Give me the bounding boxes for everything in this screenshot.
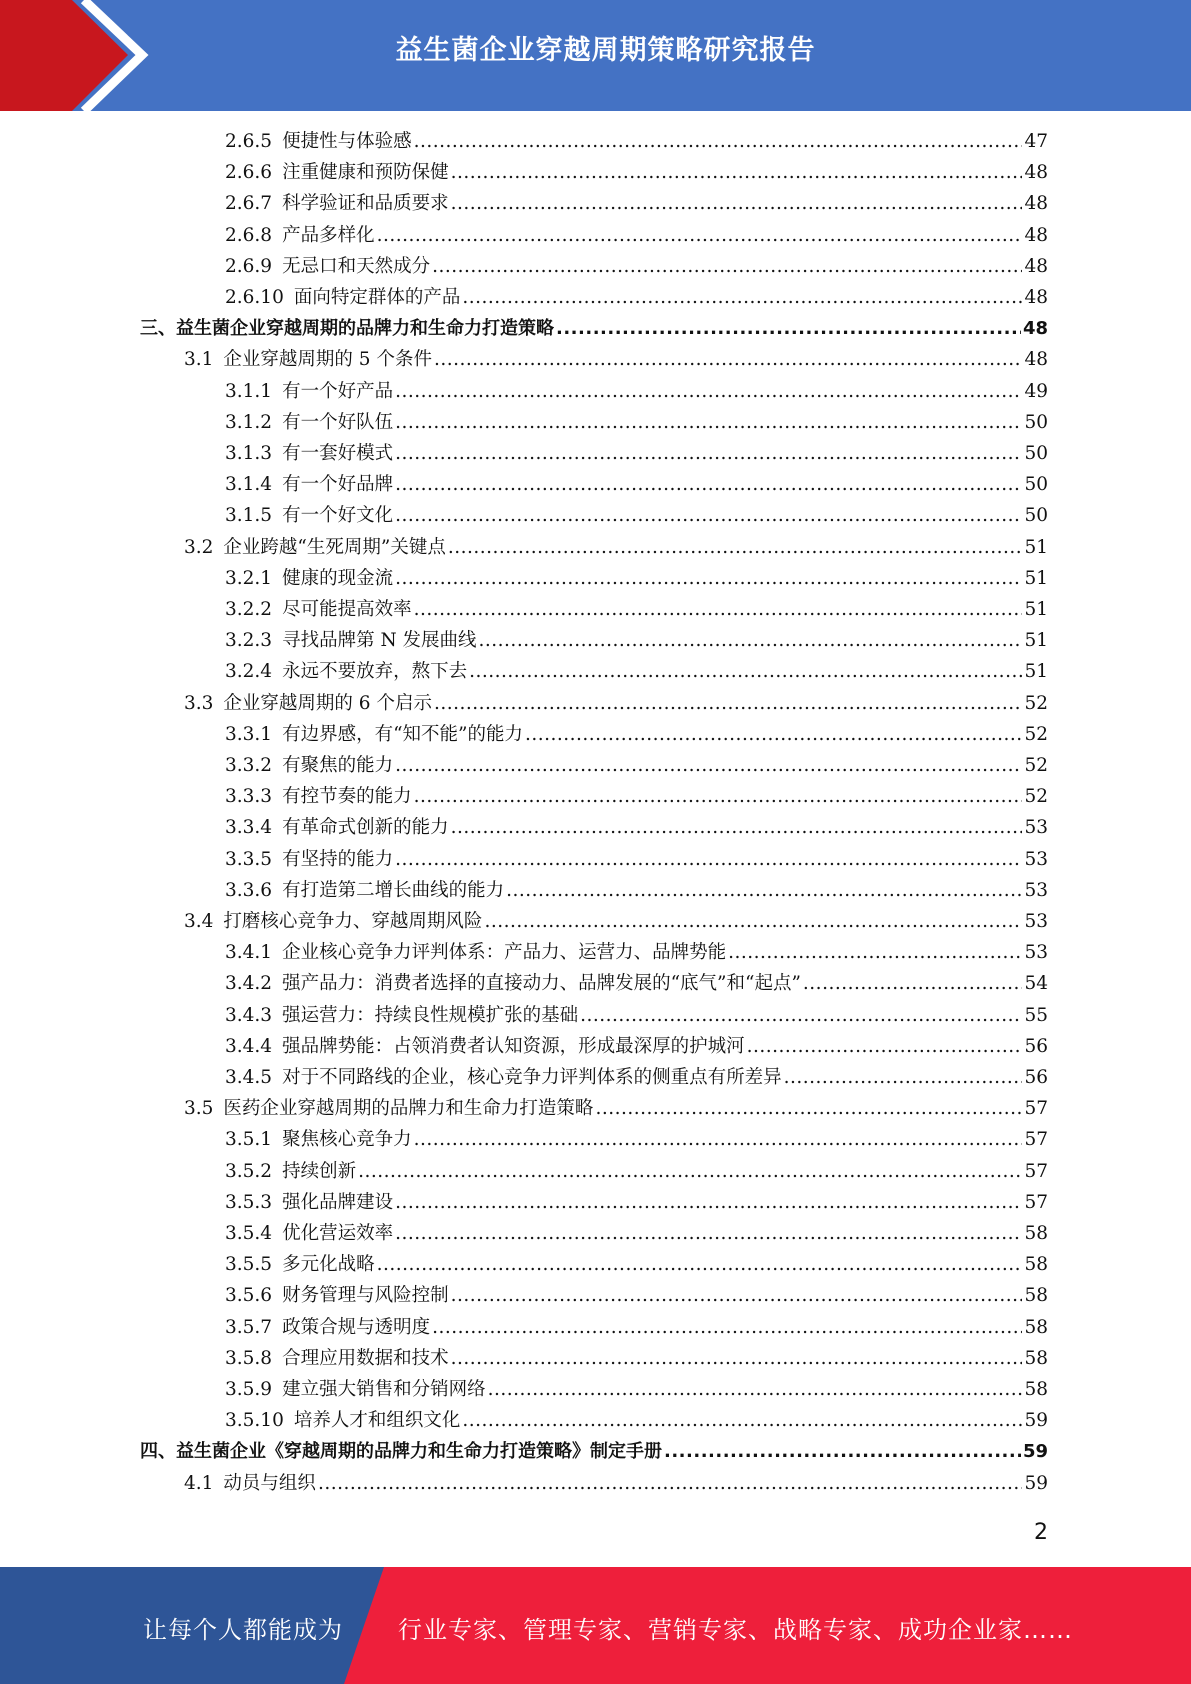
toc-entry-number: 3.1.2 <box>225 411 273 433</box>
toc-entry-page: 53 <box>1024 879 1048 901</box>
toc-entry[interactable] <box>225 1000 1048 1031</box>
toc-entry[interactable] <box>225 1343 1048 1374</box>
toc-entry[interactable] <box>140 313 1048 344</box>
toc-entry-number: 3.5.9 <box>225 1379 273 1400</box>
toc-entry[interactable] <box>225 875 1048 906</box>
toc-entry-title: 对于不同路线的企业，核心竞争力评判体系的侧重点有所差异 <box>282 1067 782 1088</box>
toc-entry-page: 58 <box>1024 1379 1048 1400</box>
toc-entry-title: 财务管理与风险控制 <box>282 1285 449 1307</box>
toc-entry[interactable] <box>225 719 1048 750</box>
toc-entry-page: 49 <box>1024 380 1048 402</box>
toc-dot-leader <box>318 1468 1023 1499</box>
page-number: 2 <box>1034 1520 1048 1545</box>
toc-entry-title: 注重健康和预防保健 <box>282 162 449 184</box>
toc-dot-leader <box>414 781 1023 812</box>
toc-entry-title: 政策合规与透明度 <box>282 1316 431 1338</box>
toc-entry[interactable] <box>225 625 1048 656</box>
toc-entry-page: 58 <box>1024 1285 1048 1307</box>
toc-dot-leader <box>432 251 1022 282</box>
toc-entry[interactable] <box>225 1249 1048 1280</box>
toc-dot-leader <box>728 937 1022 968</box>
toc-entry[interactable] <box>225 1187 1048 1218</box>
toc-dot-leader <box>414 594 1023 625</box>
toc-entry-title: 有控节奏的能力 <box>282 786 412 808</box>
toc-entry[interactable] <box>225 157 1048 188</box>
toc-entry-number: 3.2.4 <box>225 661 273 683</box>
toc-entry[interactable] <box>225 188 1048 219</box>
toc-entry-title: 有聚焦的能力 <box>282 755 394 776</box>
toc-entry-number: 3.4.2 <box>225 973 273 995</box>
toc-dot-leader <box>595 1093 1022 1124</box>
toc-entry-number: 3.2.3 <box>225 630 273 652</box>
toc-entry-title: 有革命式创新的能力 <box>282 817 449 839</box>
toc-entry[interactable] <box>225 750 1048 781</box>
toc-entry[interactable] <box>225 251 1048 282</box>
toc-entry-number: 3.5.8 <box>225 1347 273 1369</box>
toc-dot-leader <box>451 1280 1023 1311</box>
toc-entry-number: 3.3 <box>184 692 214 714</box>
toc-entry-page: 52 <box>1024 723 1048 745</box>
toc-entry-page: 56 <box>1024 1067 1048 1088</box>
toc-dot-leader <box>395 469 1022 500</box>
toc-entry[interactable] <box>225 1374 1048 1405</box>
toc-entry-number: 3.5.1 <box>225 1129 273 1151</box>
toc-entry[interactable] <box>225 1280 1048 1311</box>
toc-entry-title: 无忌口和天然成分 <box>282 255 431 277</box>
toc-entry-title: 有一个好队伍 <box>282 411 394 433</box>
toc-entry-title: 益生菌企业穿越周期的品牌力和生命力打造策略 <box>176 318 554 340</box>
toc-entry[interactable] <box>225 438 1048 469</box>
toc-entry-number: 3.3.6 <box>225 879 273 901</box>
toc-entry-page: 54 <box>1024 973 1048 995</box>
page-footer <box>0 1567 1191 1684</box>
toc-entry-page: 48 <box>1024 255 1048 277</box>
toc-entry-page: 57 <box>1024 1129 1048 1151</box>
toc-entry-title: 有一个好文化 <box>282 505 394 527</box>
toc-entry[interactable] <box>225 812 1048 843</box>
toc-entry[interactable] <box>225 376 1048 407</box>
toc-entry-page: 47 <box>1024 131 1048 152</box>
toc-entry-number: 3.5.2 <box>225 1160 273 1182</box>
toc-entry-title: 强品牌势能：占领消费者认知资源，形成最深厚的护城河 <box>282 1035 745 1057</box>
toc-entry-number: 3.4.5 <box>225 1067 273 1088</box>
toc-entry-title: 益生菌企业《穿越周期的品牌力和生命力打造策略》制定手册 <box>176 1441 662 1463</box>
toc-entry-number: 3.3.1 <box>225 723 273 745</box>
toc-dot-leader <box>395 438 1022 469</box>
toc-dot-leader <box>803 968 1023 999</box>
toc-entry-title: 科学验证和品质要求 <box>282 193 449 215</box>
toc-entry-page: 53 <box>1024 848 1048 870</box>
toc-entry-number: 4.1 <box>184 1472 214 1494</box>
toc-entry-page: 53 <box>1024 942 1048 964</box>
toc-dot-leader <box>462 282 1022 313</box>
toc-entry-page: 58 <box>1024 1254 1048 1276</box>
toc-entry[interactable] <box>225 1156 1048 1187</box>
toc-entry[interactable] <box>225 220 1048 251</box>
toc-entry[interactable] <box>225 563 1048 594</box>
toc-entry-title: 培养人才和组织文化 <box>293 1410 461 1432</box>
toc-entry[interactable] <box>225 126 1048 157</box>
toc-entry-page: 55 <box>1024 1004 1048 1026</box>
toc-entry-title: 合理应用数据和技术 <box>282 1347 449 1369</box>
toc-entry-title: 优化营运效率 <box>282 1223 394 1244</box>
toc-entry[interactable] <box>225 656 1048 687</box>
toc-entry[interactable] <box>225 1312 1048 1343</box>
toc-dot-leader <box>488 1374 1023 1405</box>
toc-entry-title: 强产品力：消费者选择的直接动力、品牌发展的“底气”和“起点” <box>282 973 801 995</box>
toc-dot-leader <box>784 1062 1023 1093</box>
toc-dot-leader <box>434 688 1022 719</box>
toc-entry-title: 打磨核心竞争力、穿越周期风险 <box>223 911 483 932</box>
toc-entry-title: 有一套好模式 <box>282 443 394 464</box>
toc-entry-number: 3.4.3 <box>225 1004 273 1026</box>
toc-entry-title: 建立强大销售和分销网络 <box>282 1379 486 1400</box>
toc-entry-number: 3.5.6 <box>225 1285 273 1307</box>
toc-dot-leader <box>556 313 1021 344</box>
toc-dot-leader <box>395 407 1022 438</box>
toc-entry-title: 有坚持的能力 <box>282 848 394 870</box>
toc-entry-title: 永远不要放弃，熬下去 <box>282 661 468 683</box>
toc-entry-title: 持续创新 <box>282 1160 357 1182</box>
toc-entry-number: 2.6.8 <box>225 224 273 246</box>
toc-entry[interactable] <box>225 1405 1048 1436</box>
toc-dot-leader <box>377 1249 1023 1280</box>
toc-entry-number: 3.5.3 <box>225 1191 273 1213</box>
toc-entry-page: 52 <box>1024 692 1048 714</box>
toc-entry-title: 尽可能提高效率 <box>282 599 412 620</box>
toc-entry-title: 有打造第二增长曲线的能力 <box>282 879 505 901</box>
toc-dot-leader <box>395 1218 1022 1249</box>
toc-entry-title: 有边界感，有“知不能”的能力 <box>282 723 523 745</box>
toc-entry[interactable] <box>225 968 1048 999</box>
toc-entry-number: 3.3.3 <box>225 786 273 808</box>
toc-entry-number: 3.1.3 <box>225 443 273 464</box>
toc-entry-page: 57 <box>1024 1098 1048 1120</box>
toc-entry-page: 50 <box>1024 443 1048 464</box>
toc-entry-page: 57 <box>1024 1160 1048 1182</box>
toc-entry-page: 51 <box>1024 630 1048 652</box>
toc-dot-leader <box>484 906 1022 937</box>
toc-entry-number: 3.2 <box>184 536 214 558</box>
toc-entry-title: 企业穿越周期的 5 个条件 <box>223 349 432 371</box>
toc-entry-number: 3.3.2 <box>225 755 273 776</box>
toc-entry[interactable] <box>184 1468 1048 1499</box>
footer-slogan-left: 让每个人都能成为 <box>143 1616 343 1644</box>
toc-entry-page: 58 <box>1024 1223 1048 1244</box>
toc-entry-number: 3.4.4 <box>225 1035 273 1057</box>
toc-entry[interactable] <box>225 1031 1048 1062</box>
toc-dot-leader <box>395 563 1022 594</box>
toc-dot-leader <box>462 1405 1022 1436</box>
toc-entry-page: 50 <box>1024 474 1048 496</box>
toc-entry-number: 3.3.5 <box>225 848 273 870</box>
toc-entry-title: 动员与组织 <box>223 1472 316 1494</box>
toc-entry-number: 2.6.6 <box>225 162 273 184</box>
toc-entry-page: 59 <box>1022 1441 1048 1463</box>
toc-entry-page: 51 <box>1024 567 1048 589</box>
toc-dot-leader <box>432 1312 1022 1343</box>
toc-entry-title: 企业核心竞争力评判体系：产品力、运营力、品牌势能 <box>282 942 727 964</box>
report-title: 益生菌企业穿越周期策略研究报告 <box>395 35 816 66</box>
toc-dot-leader <box>414 126 1023 157</box>
toc-entry-page: 53 <box>1024 817 1048 839</box>
toc-entry-title: 有一个好品牌 <box>282 474 394 496</box>
toc-entry-number: 四、 <box>140 1441 176 1463</box>
toc-entry[interactable] <box>225 469 1048 500</box>
toc-entry[interactable] <box>225 1062 1048 1093</box>
toc-entry[interactable] <box>225 500 1048 531</box>
toc-entry-number: 3.5 <box>184 1098 214 1120</box>
toc-entry[interactable] <box>225 1218 1048 1249</box>
toc-entry-title: 面向特定群体的产品 <box>293 287 461 308</box>
toc-dot-leader <box>395 1187 1022 1218</box>
toc-dot-leader <box>506 875 1022 906</box>
toc-dot-leader <box>747 1031 1023 1062</box>
toc-entry[interactable] <box>225 282 1048 313</box>
toc-entry[interactable] <box>184 906 1048 937</box>
toc-dot-leader <box>448 532 1023 563</box>
footer-slogan-right: 行业专家、管理专家、营销专家、战略专家、成功企业家…… <box>398 1616 1073 1644</box>
toc-entry-number: 3.1.1 <box>225 380 273 402</box>
toc-entry-title: 企业跨越“生死周期”关键点 <box>223 536 446 558</box>
toc-entry-number: 3.3.4 <box>225 817 273 839</box>
toc-entry-page: 48 <box>1024 162 1048 184</box>
toc-entry-page: 58 <box>1024 1316 1048 1338</box>
toc-entry-page: 52 <box>1024 755 1048 776</box>
toc-entry-number: 3.4 <box>184 911 214 932</box>
toc-entry[interactable] <box>225 937 1048 968</box>
toc-dot-leader <box>414 1124 1023 1155</box>
toc-entry-page: 53 <box>1024 911 1048 932</box>
toc-entry-title: 企业穿越周期的 6 个启示 <box>223 692 432 714</box>
toc-dot-leader <box>525 719 1022 750</box>
toc-entry-page: 57 <box>1024 1191 1048 1213</box>
toc-entry-page: 50 <box>1024 411 1048 433</box>
toc-entry[interactable] <box>225 844 1048 875</box>
toc-dot-leader <box>664 1436 1021 1467</box>
toc-dot-leader <box>451 1343 1023 1374</box>
toc-entry-title: 多元化战略 <box>282 1254 375 1276</box>
toc-entry-title: 寻找品牌第 N 发展曲线 <box>282 630 477 652</box>
toc-entry[interactable] <box>184 688 1048 719</box>
toc-entry-page: 51 <box>1024 599 1048 620</box>
toc-entry-title: 强运营力：持续良性规模扩张的基础 <box>282 1004 579 1026</box>
toc-entry-number: 2.6.10 <box>225 287 284 308</box>
toc-entry-page: 52 <box>1024 786 1048 808</box>
toc-entry-number: 三、 <box>140 318 176 340</box>
toc-entry-page: 51 <box>1024 661 1048 683</box>
toc-entry[interactable] <box>225 407 1048 438</box>
toc-entry-page: 48 <box>1024 287 1048 308</box>
toc-entry-page: 56 <box>1024 1035 1048 1057</box>
toc-dot-leader <box>451 188 1023 219</box>
toc-entry-title: 有一个好产品 <box>282 380 394 402</box>
toc-entry[interactable] <box>225 1124 1048 1155</box>
toc-entry-page: 51 <box>1024 536 1048 558</box>
toc-entry[interactable] <box>225 781 1048 812</box>
toc-entry-number: 2.6.9 <box>225 255 273 277</box>
toc-entry-number: 3.1.5 <box>225 505 273 527</box>
toc-entry-title: 医药企业穿越周期的品牌力和生命力打造策略 <box>223 1098 594 1120</box>
toc-dot-leader <box>377 220 1023 251</box>
toc-dot-leader <box>479 625 1023 656</box>
toc-entry-number: 3.5.7 <box>225 1316 273 1338</box>
toc-entry[interactable] <box>140 1436 1048 1467</box>
toc-entry-title: 强化品牌建设 <box>282 1191 394 1213</box>
toc-entry-page: 59 <box>1024 1410 1048 1432</box>
toc-entry-page: 59 <box>1024 1472 1048 1494</box>
toc-entry-number: 2.6.7 <box>225 193 273 215</box>
toc-dot-leader <box>395 500 1022 531</box>
toc-entry-title: 便捷性与体验感 <box>282 131 412 152</box>
toc-entry-title: 健康的现金流 <box>282 567 394 589</box>
toc-entry-page: 58 <box>1024 1347 1048 1369</box>
toc-dot-leader <box>358 1156 1022 1187</box>
toc-entry-title: 产品多样化 <box>282 224 375 246</box>
toc-entry-number: 2.6.5 <box>225 131 273 152</box>
page-header <box>0 0 1191 111</box>
toc-entry-number: 3.5.4 <box>225 1223 273 1244</box>
toc-dot-leader <box>451 157 1023 188</box>
toc-entry[interactable] <box>225 594 1048 625</box>
toc-entry-page: 48 <box>1024 224 1048 246</box>
toc-entry-number: 3.5.5 <box>225 1254 273 1276</box>
toc-entry-number: 3.2.2 <box>225 599 273 620</box>
toc-entry-page: 48 <box>1024 349 1048 371</box>
toc-entry-number: 3.1.4 <box>225 474 273 496</box>
toc-entry-number: 3.5.10 <box>225 1410 284 1432</box>
toc-entry[interactable] <box>184 1093 1048 1124</box>
toc-dot-leader <box>469 656 1022 687</box>
toc-dot-leader <box>451 812 1023 843</box>
toc-dot-leader <box>580 1000 1022 1031</box>
toc-entry-title: 聚焦核心竞争力 <box>282 1129 412 1151</box>
toc-entry-number: 3.4.1 <box>225 942 273 964</box>
toc-dot-leader <box>434 344 1022 375</box>
toc-entry-page: 50 <box>1024 505 1048 527</box>
toc-dot-leader <box>395 844 1022 875</box>
toc-dot-leader <box>395 750 1022 781</box>
toc-entry[interactable] <box>184 344 1048 375</box>
toc-entry-page: 48 <box>1022 318 1048 340</box>
toc-entry-number: 3.2.1 <box>225 567 273 589</box>
toc-entry-number: 3.1 <box>184 349 214 371</box>
toc-entry[interactable] <box>184 532 1048 563</box>
toc-entry-page: 48 <box>1024 193 1048 215</box>
toc-dot-leader <box>395 376 1022 407</box>
